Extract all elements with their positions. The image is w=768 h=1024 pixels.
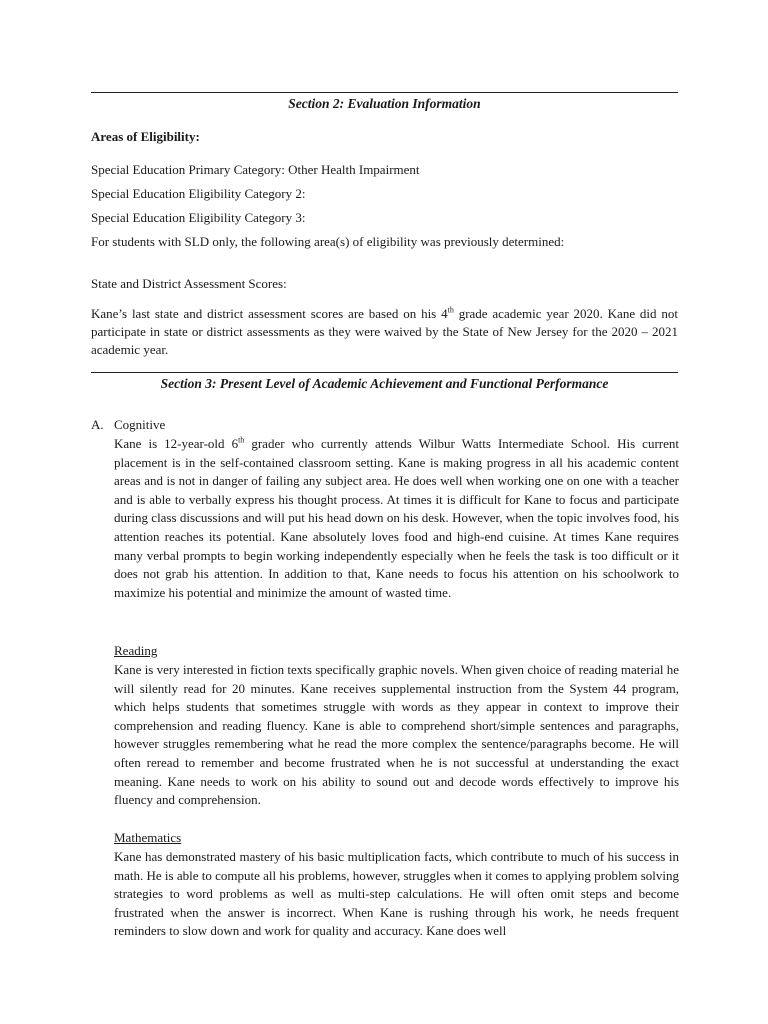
eligibility-category-2: Special Education Eligibility Category 2: <box>91 186 306 201</box>
assessment-text-start: Kane’s last state and district assessment scores are based on his 4 <box>91 306 448 321</box>
section3-title: Section 3: Present Level of Academic Achievement and Functional Performance <box>160 376 609 391</box>
assessment-heading: State and District Assessment Scores: <box>91 276 287 291</box>
sld-note: For students with SLD only, the following area(s) of eligibility was previously determined: <box>91 234 565 249</box>
cognitive-paragraph <box>114 435 679 602</box>
cognitive-item <box>91 416 166 434</box>
cognitive-label: Cognitive <box>114 417 166 432</box>
cognitive-text-start: Kane is 12-year-old 6 <box>114 436 239 451</box>
mathematics-heading: Mathematics <box>114 830 182 845</box>
section2-title: Section 2: Evaluation Information <box>288 96 481 111</box>
section2-top-rule <box>91 92 678 93</box>
cognitive-superscript: th <box>238 435 245 445</box>
areas-of-eligibility-heading: Areas of Eligibility: <box>91 129 200 144</box>
eligibility-category-3: Special Education Eligibility Category 3: <box>91 210 306 225</box>
assessment-paragraph <box>91 305 678 359</box>
section3-top-rule <box>91 372 678 373</box>
primary-category: Special Education Primary Category: Other Health Impairment <box>91 162 420 177</box>
assessment-superscript: th <box>447 305 454 315</box>
mathematics-paragraph: Kane has demonstrated mastery of his basic multiplication facts, which contribute to much of his success in math. He is able to compute all his problems, however, struggles when it comes to applying problem solving strategies to word problems as well as multi-step calculations. He will often omit steps and become frustrated when the answer is incorrect. When Kane is rushing through his work, he needs frequent reminders to slow down and work for quality and accuracy. Kane does well <box>114 849 679 939</box>
cognitive-text-end: grader who currently attends Wilbur Watts Intermediate School. His current placement is in the self-contained classroom setting. Kane is making progress in all his academic content areas and is not in danger of failing any subject area. He does well when working one on one with a teacher and is able to verbally express his thought process. At times it is difficult for Kane to focus and participate during class discussions and will put his head down on his desk. However, when the topic involves food, his attention reaches its potential. Kane absolutely loves food and high-end cuisine. At times Kane requires many verbal prompts to begin working independently especially when he feels the task is too difficult or it does not grab his attention. In addition to that, Kane needs to focus his attention on his schoolwork to maximize his potential and minimize the amount of wasted time. <box>114 436 679 600</box>
reading-heading: Reading <box>114 643 158 658</box>
item-letter: A. <box>91 417 104 432</box>
assessment-text-end: grade academic year 2020. Kane did not participate in state or district assessments as they were waived by the State of New Jersey for the 2020 – 2021 academic year. <box>91 306 679 357</box>
reading-paragraph: Kane is very interested in fiction texts specifically graphic novels. When given choice of reading material he will silently read for 20 minutes. Kane receives supplemental instruction from the System 44 program, which helps students that sometimes struggle with words as they appear in context to improve their comprehension and reading fluency. Kane is able to comprehend short/simple sentences and paragraphs, however struggles remembering what he read the more complex the sentence/paragraphs become. He will often reread to remember and become frustrated when he is not successful at understanding the exact meaning. Kane needs to work on his ability to sound out and decode words effectively to improve his fluency and comprehension. <box>114 662 679 808</box>
